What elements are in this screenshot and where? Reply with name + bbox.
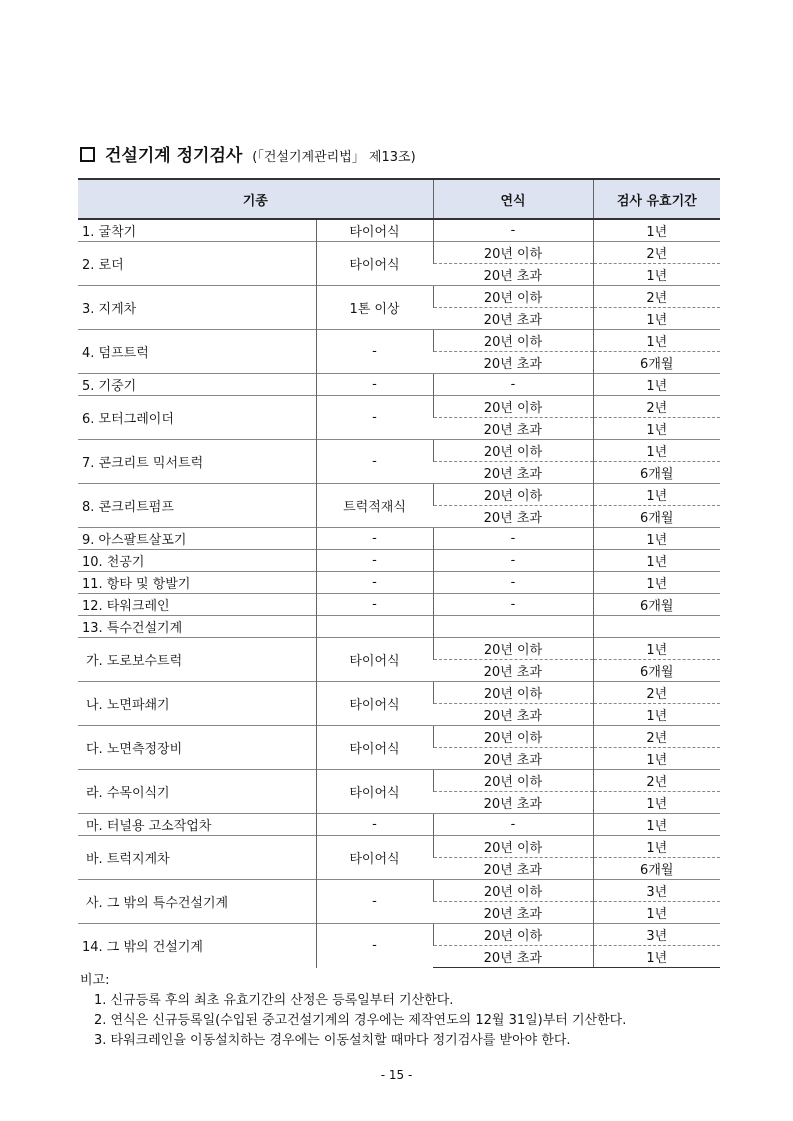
table-row: [78, 638, 720, 660]
year-cell: 20년 이하: [433, 836, 593, 858]
machine-kind-cell: -: [316, 924, 433, 968]
period-cell: 1년: [593, 418, 720, 440]
table-body: [78, 219, 720, 968]
table-row: [78, 440, 720, 462]
machine-type-cell: 9. 아스팔트살포기: [78, 528, 316, 550]
table-row: [78, 242, 720, 264]
machine-kind-cell: -: [316, 550, 433, 572]
table-row: [78, 616, 720, 638]
period-cell: 1년: [593, 264, 720, 286]
machine-type-cell: 바. 트럭지게차: [78, 836, 316, 880]
period-cell: 6개월: [593, 660, 720, 682]
year-cell: 20년 초과: [433, 462, 593, 484]
machine-kind-cell: -: [316, 374, 433, 396]
period-cell: 2년: [593, 770, 720, 792]
period-cell: 1년: [593, 836, 720, 858]
machine-kind-cell: 1톤 이상: [316, 286, 433, 330]
period-cell: 6개월: [593, 858, 720, 880]
year-cell: -: [433, 572, 593, 594]
period-cell: 3년: [593, 924, 720, 946]
period-cell: 1년: [593, 946, 720, 968]
year-cell: -: [433, 528, 593, 550]
table-row: [78, 286, 720, 308]
period-cell: 2년: [593, 726, 720, 748]
period-cell: 1년: [593, 902, 720, 924]
machine-type-cell: 13. 특수건설기계: [78, 616, 316, 638]
table-row: [78, 836, 720, 858]
year-cell: 20년 이하: [433, 924, 593, 946]
period-cell: 1년: [593, 484, 720, 506]
table-row: [78, 528, 720, 550]
table-row: [78, 572, 720, 594]
table-row: [78, 770, 720, 792]
machine-kind-cell: -: [316, 528, 433, 550]
machine-type-cell: 5. 기중기: [78, 374, 316, 396]
notes-heading: 비고:: [80, 973, 110, 988]
table-row: [78, 374, 720, 396]
year-cell: 20년 이하: [433, 770, 593, 792]
year-cell: -: [433, 219, 593, 242]
year-cell: 20년 초과: [433, 418, 593, 440]
period-cell: 2년: [593, 396, 720, 418]
table-row: [78, 330, 720, 352]
period-cell: 1년: [593, 308, 720, 330]
year-cell: 20년 이하: [433, 396, 593, 418]
machine-kind-cell: -: [316, 880, 433, 924]
period-cell: [593, 616, 720, 638]
checkbox-square-icon: [80, 147, 95, 162]
machine-kind-cell: 타이어식: [316, 242, 433, 286]
year-cell: 20년 이하: [433, 440, 593, 462]
year-cell: 20년 이하: [433, 638, 593, 660]
year-cell: 20년 이하: [433, 286, 593, 308]
machine-type-cell: 4. 덤프트럭: [78, 330, 316, 374]
table-row: [78, 484, 720, 506]
machine-kind-cell: 타이어식: [316, 726, 433, 770]
table-row: [78, 219, 720, 242]
period-cell: 2년: [593, 242, 720, 264]
machine-type-cell: 가. 도로보수트럭: [78, 638, 316, 682]
year-cell: 20년 초과: [433, 352, 593, 374]
period-cell: 1년: [593, 814, 720, 836]
machine-type-cell: 10. 천공기: [78, 550, 316, 572]
machine-kind-cell: 타이어식: [316, 219, 433, 242]
period-cell: 1년: [593, 638, 720, 660]
section-title-main: 건설기계 정기검사: [105, 146, 243, 166]
year-cell: -: [433, 550, 593, 572]
machine-kind-cell: 타이어식: [316, 770, 433, 814]
machine-type-cell: 나. 노면파쇄기: [78, 682, 316, 726]
machine-type-cell: 3. 지게차: [78, 286, 316, 330]
period-cell: 2년: [593, 682, 720, 704]
machine-type-cell: 11. 항타 및 항발기: [78, 572, 316, 594]
period-cell: 3년: [593, 880, 720, 902]
note-item: 1. 신규등록 후의 최초 유효기간의 산정은 등록일부터 기산한다.: [94, 993, 454, 1008]
year-cell: 20년 이하: [433, 726, 593, 748]
year-cell: 20년 초과: [433, 946, 593, 968]
machine-kind-cell: -: [316, 330, 433, 374]
table-row: [78, 682, 720, 704]
machine-type-cell: 1. 굴착기: [78, 219, 316, 242]
year-cell: 20년 초과: [433, 660, 593, 682]
year-cell: 20년 초과: [433, 506, 593, 528]
year-cell: 20년 이하: [433, 880, 593, 902]
period-cell: 1년: [593, 374, 720, 396]
table-row: [78, 924, 720, 946]
year-cell: 20년 초과: [433, 792, 593, 814]
year-cell: [433, 616, 593, 638]
table-row: [78, 726, 720, 748]
period-cell: 6개월: [593, 594, 720, 616]
year-cell: -: [433, 374, 593, 396]
page-number: - 15 -: [380, 1068, 413, 1082]
machine-type-cell: 2. 로더: [78, 242, 316, 286]
year-cell: 20년 초과: [433, 858, 593, 880]
period-cell: 2년: [593, 286, 720, 308]
machine-kind-cell: -: [316, 814, 433, 836]
machine-type-cell: 사. 그 밖의 특수건설기계: [78, 880, 316, 924]
year-cell: -: [433, 594, 593, 616]
section-title: [80, 141, 416, 166]
year-cell: -: [433, 814, 593, 836]
period-cell: 1년: [593, 440, 720, 462]
period-cell: 6개월: [593, 462, 720, 484]
section-title-law-reference: (「건설기계관리법」 제13조): [252, 150, 416, 165]
period-cell: 1년: [593, 219, 720, 242]
machine-type-cell: 마. 터널용 고소작업차: [78, 814, 316, 836]
period-cell: 1년: [593, 748, 720, 770]
period-cell: 6개월: [593, 352, 720, 374]
machine-type-cell: 12. 타워크레인: [78, 594, 316, 616]
machine-type-cell: 14. 그 밖의 건설기계: [78, 924, 316, 968]
year-cell: 20년 초과: [433, 902, 593, 924]
year-cell: 20년 초과: [433, 704, 593, 726]
table-header-row: [78, 179, 720, 219]
year-cell: 20년 이하: [433, 484, 593, 506]
year-cell: 20년 이하: [433, 242, 593, 264]
year-cell: 20년 초과: [433, 748, 593, 770]
table-row: [78, 814, 720, 836]
table-row: [78, 396, 720, 418]
machine-kind-cell: 타이어식: [316, 638, 433, 682]
header-year: 연식: [433, 179, 593, 219]
note-item: 3. 타워크레인을 이동설치하는 경우에는 이동설치할 때마다 정기검사를 받아야 한다.: [94, 1033, 571, 1048]
machine-kind-cell: 타이어식: [316, 682, 433, 726]
note-item: 2. 연식은 신규등록일(수입된 중고건설기계의 경우에는 제작연도의 12월 31일)부터 기산한다.: [94, 1013, 627, 1028]
machine-kind-cell: -: [316, 440, 433, 484]
table-row: [78, 550, 720, 572]
period-cell: 1년: [593, 330, 720, 352]
machine-type-cell: 다. 노면측정장비: [78, 726, 316, 770]
header-type: 기종: [78, 179, 433, 219]
machine-kind-cell: -: [316, 572, 433, 594]
machine-type-cell: 6. 모터그레이더: [78, 396, 316, 440]
machine-kind-cell: -: [316, 396, 433, 440]
period-cell: 1년: [593, 572, 720, 594]
period-cell: 1년: [593, 704, 720, 726]
header-period: 검사 유효기간: [593, 179, 720, 219]
period-cell: 6개월: [593, 506, 720, 528]
period-cell: 1년: [593, 550, 720, 572]
machine-type-cell: 7. 콘크리트 믹서트럭: [78, 440, 316, 484]
year-cell: 20년 이하: [433, 682, 593, 704]
machine-type-cell: 라. 수목이식기: [78, 770, 316, 814]
year-cell: 20년 초과: [433, 264, 593, 286]
inspection-table: [78, 178, 720, 968]
year-cell: 20년 초과: [433, 308, 593, 330]
notes: [80, 971, 626, 1051]
period-cell: 1년: [593, 528, 720, 550]
machine-type-cell: 8. 콘크리트펌프: [78, 484, 316, 528]
machine-kind-cell: 트럭적재식: [316, 484, 433, 528]
period-cell: 1년: [593, 792, 720, 814]
table-row: [78, 880, 720, 902]
machine-kind-cell: -: [316, 594, 433, 616]
machine-kind-cell: [316, 616, 433, 638]
machine-kind-cell: 타이어식: [316, 836, 433, 880]
table-row: [78, 594, 720, 616]
year-cell: 20년 이하: [433, 330, 593, 352]
